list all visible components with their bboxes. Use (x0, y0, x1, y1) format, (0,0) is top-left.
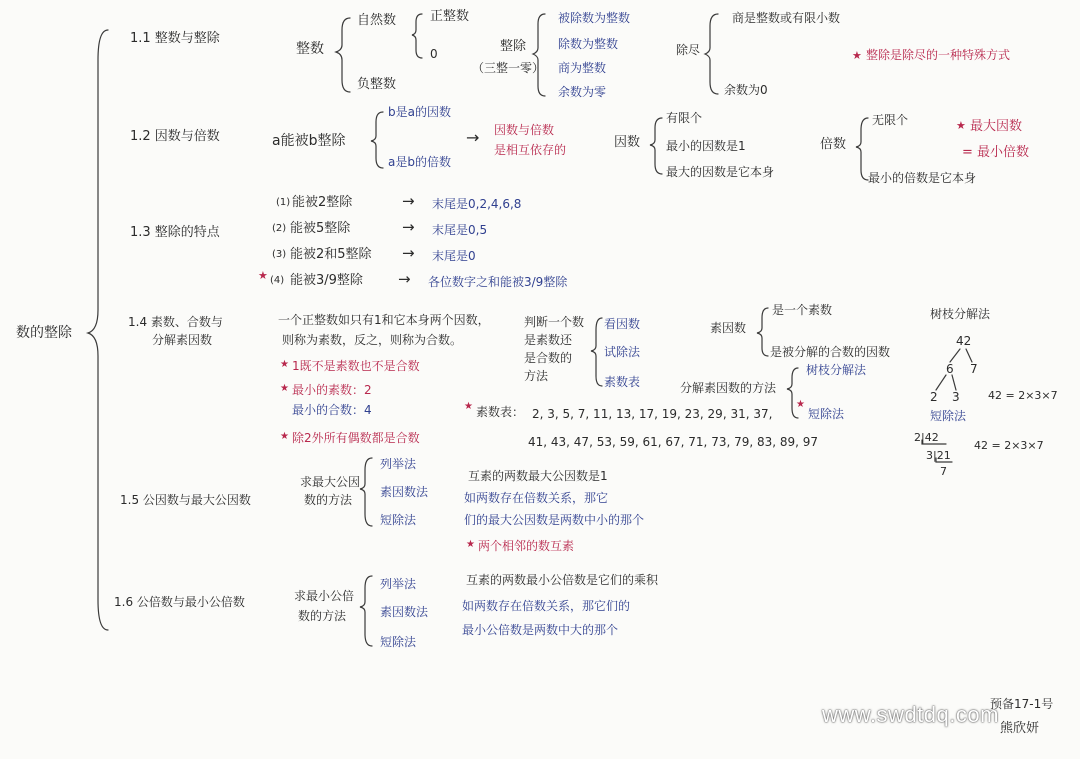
lcm-brace (360, 576, 372, 646)
s16-method-3: 短除法 (380, 635, 417, 649)
s12-gcd-eq-2: = 最小倍数 (962, 145, 1030, 160)
s14-prime-line-2: 41, 43, 47, 53, 59, 61, 67, 71, 73, 79, 83, 89, 97 (528, 435, 819, 449)
s11-chujin: 除尽 (676, 43, 701, 57)
s16-line-1: 互素的两数最小公倍数是它们的乘积 (466, 573, 659, 587)
s15-line-1: 互素的两数最大公因数是1 (468, 469, 608, 483)
s15-title: 1.5 公因数与最大公因数 (120, 493, 251, 507)
s14-tree-eq: 42 = 2×3×7 (988, 389, 1058, 402)
s16-method-1: 列举法 (380, 577, 417, 591)
s14-method-star: ★ (796, 399, 805, 410)
s14-title-2: 分解素因数 (152, 333, 213, 347)
s14-short-title: 短除法 (930, 409, 967, 423)
s12-arrow: → (466, 128, 480, 147)
s14-pf-item-1: 是一个素数 (772, 303, 833, 317)
s11-divide-item-3: 商为整数 (558, 61, 607, 75)
s11-remainder-zero: 余数为0 (724, 83, 768, 97)
s14-short-eq: 42 = 2×3×7 (974, 439, 1044, 452)
s13-rule-1-arrow: → (402, 192, 415, 210)
s11-integer: 整数 (296, 41, 324, 57)
s14-tree-root: 42 (956, 334, 972, 348)
multiple-brace (856, 118, 868, 180)
chujin-brace (705, 14, 718, 94)
s15-find-2: 数的方法 (304, 493, 353, 507)
s16-find-2: 数的方法 (298, 609, 347, 623)
s14-prime-star: ★ (464, 401, 473, 412)
s11-divide-note: （三整一零） (472, 61, 545, 75)
s14-tree-l1b: 7 (970, 362, 978, 376)
tree-line-4 (952, 375, 956, 390)
s14-judge-3: 是合数的 (524, 351, 573, 365)
s13-star: ★ (258, 269, 268, 282)
judge-brace (591, 318, 602, 386)
s11-positive: 正整数 (430, 9, 470, 24)
signature-class: 预备17-1号 (990, 697, 1054, 711)
s14-pf-item-2: 是被分解的合数的因数 (770, 345, 891, 359)
s14-judge-item-2: 试除法 (604, 345, 641, 359)
s12-factor-item-3: 最大的因数是它本身 (666, 165, 775, 179)
s15-line-2: 如两数存在倍数关系，那它 (464, 491, 609, 505)
s14-prime-label: 素数表： (476, 405, 525, 419)
s14-judge-2: 是素数还 (524, 333, 573, 347)
root-brace (88, 30, 108, 630)
s13-rule-4-result: 各位数字之和能被3/9整除 (428, 275, 568, 289)
s14-sd-2: 3|21 (926, 449, 951, 462)
s14-tree-title: 树枝分解法 (930, 307, 991, 321)
s12-mutual-1: 因数与倍数 (494, 123, 555, 137)
factor-multiple-brace (371, 112, 383, 168)
s11-star: ★ (852, 49, 862, 62)
s15-method-1: 列举法 (380, 457, 417, 471)
s14-prime-line-1: 2, 3, 5, 7, 11, 13, 17, 19, 23, 29, 31, 37, (532, 407, 773, 421)
s14-note-2-star: ★ (280, 383, 289, 394)
s16-find-1: 求最小公倍 (294, 589, 355, 603)
s11-divide-label: 整除 (500, 39, 527, 54)
s11-negative: 负整数 (357, 77, 397, 92)
s14-tree-l1a: 6 (946, 362, 954, 376)
tree-line-2 (966, 349, 972, 362)
s13-rule-4-cond: 能被3/9整除 (290, 273, 363, 288)
signature-name: 熊欣妍 (1000, 721, 1040, 736)
s13-rule-3-num: (3) (272, 249, 287, 260)
s13-rule-2-result: 末尾是0,5 (432, 223, 488, 237)
s14-note-2b: 最小的合数：4 (292, 403, 372, 417)
s14-note-3-star: ★ (280, 431, 289, 442)
s15-find-1: 求最大公因 (300, 475, 361, 489)
s12-multiple-item-2: 最小的倍数是它本身 (868, 171, 977, 185)
s14-method-item-1: 树枝分解法 (806, 363, 867, 377)
s14-method-item-2: 短除法 (808, 407, 845, 421)
s12-b-factor: b是a的因数 (388, 105, 451, 119)
watermark: www.swdtdq.com (822, 702, 999, 727)
s12-a-multiple: a是b的倍数 (388, 155, 451, 169)
s15-line-3: 们的最大公因数是两数中小的那个 (464, 513, 645, 527)
s11-quotient-finite: 商是整数或有限小数 (732, 11, 841, 25)
s12-gcd-eq-1: 最大因数 (970, 119, 1023, 134)
s11-natural: 自然数 (357, 13, 397, 28)
s13-rule-4-num: (4) (270, 275, 285, 286)
s14-def-2: 则称为素数，反之，则称为合数。 (282, 333, 463, 347)
s12-factor-item-1: 有限个 (666, 111, 703, 125)
s14-judge-item-1: 看因数 (604, 317, 641, 331)
s11-divide-item-1: 被除数为整数 (558, 11, 631, 25)
integer-brace (336, 18, 350, 92)
s13-rule-3-cond: 能被2和5整除 (290, 247, 372, 262)
s13-rule-1-num: (1) (276, 197, 291, 208)
s12-multiple-item-1: 无限个 (872, 113, 909, 127)
s12-multiple: 倍数 (820, 137, 847, 152)
root-title: 数的整除 (16, 325, 72, 341)
s14-prime-factor: 素因数 (710, 321, 747, 335)
s11-divide-item-2: 除数为整数 (558, 37, 619, 51)
method-brace (787, 368, 798, 418)
s12-factor-item-2: 最小的因数是1 (666, 139, 746, 153)
s11-divide-item-4: 余数为零 (558, 85, 607, 99)
s14-title-1: 1.4 素数、合数与 (128, 315, 223, 329)
s13-rule-4-arrow: → (398, 270, 411, 288)
s13-rule-2-num: (2) (272, 223, 287, 234)
s16-method-2: 素因数法 (380, 605, 429, 619)
s12-factor: 因数 (614, 135, 641, 150)
s14-tree-l2a: 2 (930, 390, 938, 404)
s13-rule-2-cond: 能被5整除 (290, 221, 351, 236)
s16-title: 1.6 公倍数与最小公倍数 (114, 595, 245, 609)
s14-note-1: 1既不是素数也不是合数 (292, 359, 420, 373)
s12-title: 1.2 因数与倍数 (130, 129, 220, 144)
tree-line-3 (936, 375, 946, 390)
s15-line-4: 两个相邻的数互素 (478, 539, 575, 553)
s16-line-2: 如两数存在倍数关系，那它们的 (462, 599, 631, 613)
s13-rule-1-cond: 能被2整除 (292, 195, 353, 210)
s13-rule-3-result: 末尾是0 (432, 249, 476, 263)
s14-note-3: 除2外所有偶数都是合数 (292, 431, 420, 445)
s14-note-2a: 最小的素数：2 (292, 383, 372, 397)
divide-brace (533, 14, 545, 96)
s13-rule-1-result: 末尾是0,2,4,6,8 (432, 197, 522, 211)
s11-title: 1.1 整数与整除 (130, 31, 220, 46)
s13-rule-2-arrow: → (402, 218, 415, 236)
s15-method-2: 素因数法 (380, 485, 429, 499)
s12-mutual-2: 是相互依存的 (494, 143, 567, 157)
s16-line-3: 最小公倍数是两数中大的那个 (462, 623, 619, 637)
s15-star: ★ (466, 539, 475, 550)
s14-sd-1: 2|42 (914, 431, 939, 444)
natural-brace (412, 14, 422, 58)
s14-judge-4: 方法 (524, 369, 549, 383)
s14-def-1: 一个正整数如只有1和它本身两个因数， (278, 313, 490, 327)
s13-title: 1.3 整除的特点 (130, 225, 220, 240)
s12-star: ★ (956, 119, 966, 132)
s13-rule-3-arrow: → (402, 244, 415, 262)
s15-method-3: 短除法 (380, 513, 417, 527)
factor-brace (650, 118, 662, 174)
s14-note-1-star: ★ (280, 359, 289, 370)
s11-zero: 0 (430, 47, 438, 61)
s14-judge-item-3: 素数表 (604, 375, 641, 389)
s11-highlight: 整除是除尽的一种特殊方式 (866, 48, 1011, 62)
tree-line-1 (950, 349, 960, 362)
s14-judge-1: 判断一个数 (524, 315, 585, 329)
s14-tree-l2b: 3 (952, 390, 960, 404)
primefactor-brace (757, 308, 768, 356)
s14-method-label: 分解素因数的方法 (680, 381, 777, 395)
s14-sd-3: 7 (940, 465, 947, 478)
s12-a-div-b: a能被b整除 (272, 133, 346, 149)
gcd-brace (360, 458, 372, 526)
